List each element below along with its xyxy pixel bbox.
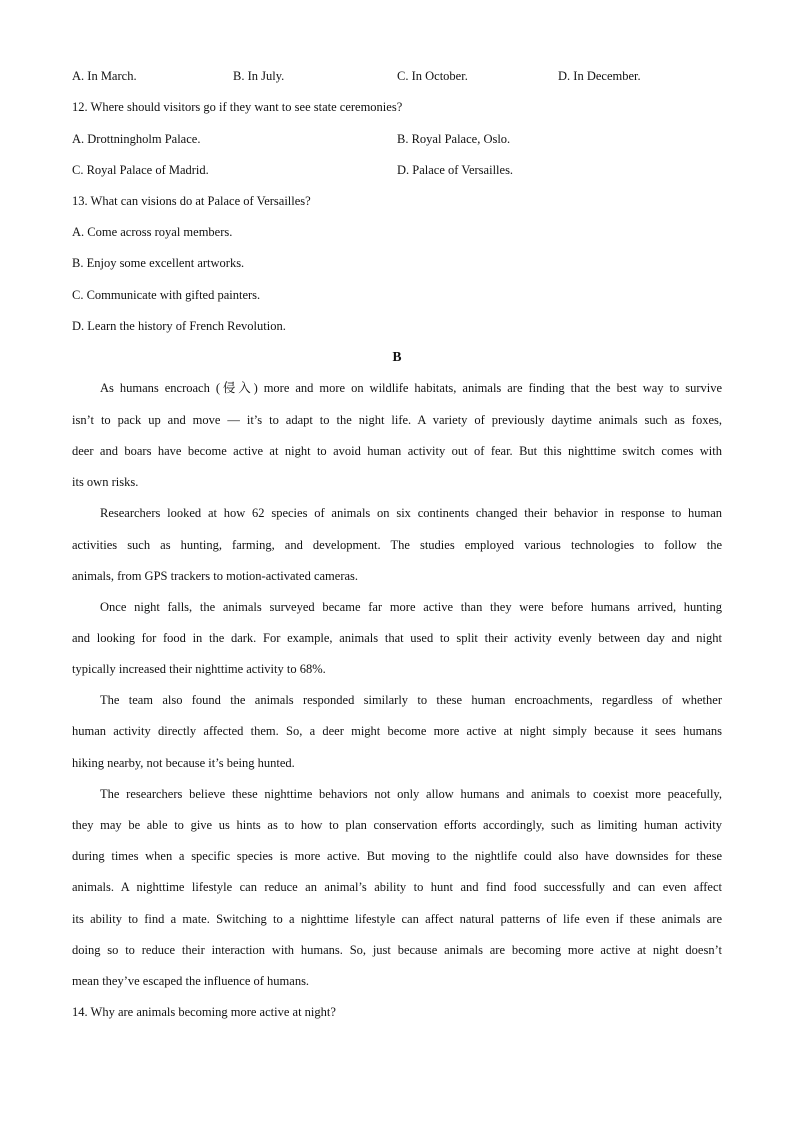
q11-option-b: B. In July.	[233, 69, 285, 83]
q12-option-c: C. Royal Palace of Madrid.	[72, 163, 209, 177]
passage-line: hiking nearby, not because it’s being hunted.	[72, 756, 295, 770]
q14-question: 14. Why are animals becoming more active at night?	[72, 1005, 336, 1019]
section-b-heading: B	[392, 349, 402, 364]
q13-option-c: C. Communicate with gifted painters.	[72, 288, 261, 302]
passage-line: during times when a specific species is more active. But moving to the nightlife could also have downsides for these	[72, 849, 722, 863]
passage-line: typically increased their nighttime activity to 68%.	[72, 662, 326, 676]
passage-line: human activity directly affected them. So, a deer might become more active at night simply because it sees humans	[72, 724, 722, 738]
passage-line: animals. A nighttime lifestyle can reduce an animal’s ability to hunt and find food successfully and can even affect	[72, 880, 722, 894]
passage-line: mean they’ve escaped the influence of humans.	[72, 974, 310, 988]
passage-line: The team also found the animals responded similarly to these human encroachments, regardless of whether	[100, 693, 722, 707]
passage-line: and looking for food in the dark. For example, animals that used to split their activity evenly between day and night	[72, 631, 722, 645]
q12-option-a: A. Drottningholm Palace.	[72, 132, 201, 146]
q11-option-d: D. In December.	[558, 69, 641, 83]
passage-line: Once night falls, the animals surveyed became far more active than they were before humans arrived, hunting	[100, 600, 722, 614]
passage-line: animals, from GPS trackers to motion-activated cameras.	[72, 569, 359, 583]
q13-question: 13. What can visions do at Palace of Versailles?	[72, 194, 311, 208]
passage-line: isn’t to pack up and move — it’s to adapt to the night life. A variety of previously daytime animals such as foxes,	[72, 413, 722, 427]
q12-question: 12. Where should visitors go if they want to see state ceremonies?	[72, 100, 403, 114]
passage-line: its ability to find a mate. Switching to a nighttime lifestyle can affect natural patterns of life even if these animals are	[72, 912, 722, 926]
q11-option-c: C. In October.	[397, 69, 468, 83]
passage-line: As humans encroach (侵入) more and more on wildlife habitats, animals are finding that the best way to survive	[100, 381, 722, 395]
passage-line: The researchers believe these nighttime behaviors not only allow humans and animals to coexist more peacefully,	[100, 787, 722, 801]
q12-option-b: B. Royal Palace, Oslo.	[397, 132, 511, 146]
q13-option-b: B. Enjoy some excellent artworks.	[72, 256, 245, 270]
q13-option-a: A. Come across royal members.	[72, 225, 233, 239]
passage-line: activities such as hunting, farming, and development. The studies employed various technologies to follow the	[72, 538, 722, 552]
q12-option-d: D. Palace of Versailles.	[397, 163, 514, 177]
passage-line: its own risks.	[72, 475, 139, 489]
passage-line: deer and boars have become active at night to avoid human activity out of fear. But this nighttime switch comes with	[72, 444, 722, 458]
passage-line: they may be able to give us hints as to how to plan conservation efforts accordingly, such as limiting human activity	[72, 818, 722, 832]
passage-line: doing so to reduce their interaction with humans. So, just because animals are becoming more active at night doesn’t	[72, 943, 722, 957]
passage-line: Researchers looked at how 62 species of animals on six continents changed their behavior in response to human	[100, 506, 722, 520]
q11-option-a: A. In March.	[72, 69, 137, 83]
q13-option-d: D. Learn the history of French Revolution.	[72, 319, 286, 333]
